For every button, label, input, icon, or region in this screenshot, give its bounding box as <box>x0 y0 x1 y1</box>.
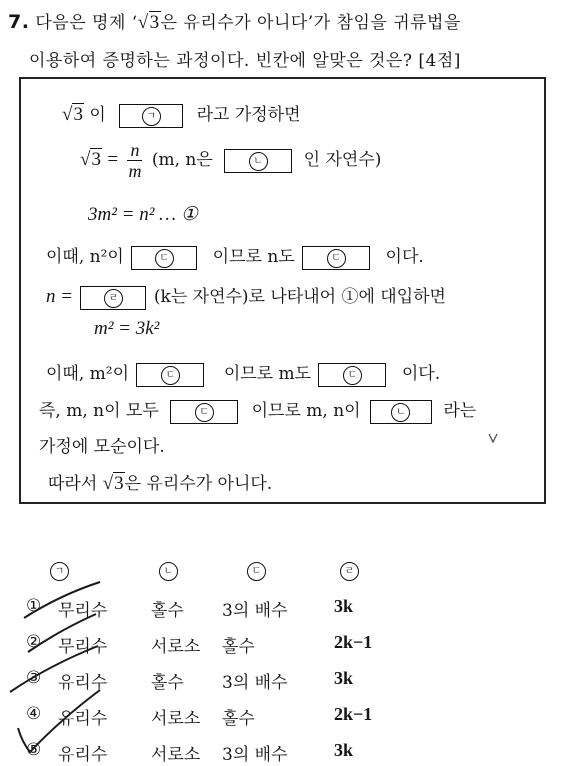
option-d: 3k <box>334 668 354 688</box>
proof-line-4: 이때, n²이 ㄷ 이므로 n도 ㄷ 이다. <box>46 242 424 270</box>
proof-line-6: m² = 3k² <box>94 318 160 339</box>
option-b: 서로소 <box>151 637 201 657</box>
fraction: $\frac{n}{m}$ <box>128 140 142 181</box>
option-row[interactable] <box>0 740 583 766</box>
proof-line-10: 따라서 √3은 유리수가 아니다. <box>48 473 273 494</box>
question-line-2: 이용하여 증명하는 과정이다. 빈칸에 알맞은 것은? [4점] <box>29 51 461 71</box>
option-num: ③ <box>26 668 42 688</box>
option-d: 2k−1 <box>334 704 373 724</box>
option-c: 3의 배수 <box>222 673 288 693</box>
header-label-b: ㄴ <box>159 562 178 581</box>
blank-box-a[interactable] <box>119 104 183 128</box>
option-d: 3k <box>334 740 354 760</box>
proof-line-7: 이때, m²이 ㄷ 이므로 m도 ㄷ 이다. <box>46 359 440 387</box>
option-c: 3의 배수 <box>222 745 288 765</box>
question-text-post: 은 유리수가 아니다’가 참임을 귀류법을 <box>160 13 461 33</box>
option-a: 유리수 <box>58 709 108 729</box>
option-a: 무리수 <box>58 637 108 657</box>
option-num: ① <box>26 596 42 616</box>
proof-line-9: 가정에 모순이다. <box>39 437 165 457</box>
blank-box-c-4[interactable]: ㄷ <box>318 363 386 387</box>
blank-label: ㄱ <box>142 107 161 126</box>
option-d: 2k−1 <box>334 632 373 652</box>
blank-box-c[interactable]: ㄷ <box>131 246 197 270</box>
proof-line-5: n = ㄹ (k는 자연수)로 나타내어 ①에 대입하면 <box>46 282 446 310</box>
option-row[interactable] <box>0 596 583 622</box>
proof-line-1: √3 이 ㄱ 라고 가정하면 <box>62 100 301 128</box>
blank-box-c-3[interactable]: ㄷ <box>136 363 204 387</box>
blank-box-c-5[interactable]: ㄷ <box>170 400 238 424</box>
option-a: 무리수 <box>58 601 108 621</box>
option-num: ④ <box>26 704 42 724</box>
options-header <box>0 562 583 586</box>
option-row[interactable] <box>0 632 583 658</box>
option-d: 3k <box>334 596 354 616</box>
header-label-a: ㄱ <box>50 562 69 581</box>
option-a: 유리수 <box>58 745 108 765</box>
header-label-c: ㄷ <box>247 562 266 581</box>
option-c: 3의 배수 <box>222 601 288 621</box>
option-b: 홀수 <box>151 673 184 693</box>
sqrt-radicand: 3 <box>149 12 160 33</box>
blank-box-b[interactable]: ㄴ <box>224 149 292 173</box>
sqrt-expression: √3 <box>62 104 83 125</box>
sqrt-expression: √3 <box>137 12 160 33</box>
proof-line-2: √3 = $\frac{n}{m}$ (m, n은 ㄴ 인 자연수) <box>80 140 382 181</box>
option-num: ② <box>26 632 42 652</box>
proof-line-8: 즉, m, n이 모두 ㄷ 이므로 m, n이 ㄴ 라는 <box>39 396 476 424</box>
question-text-pre: 다음은 명제 ‘ <box>35 13 138 33</box>
question-line-1 <box>8 8 461 34</box>
blank-box-c-2[interactable]: ㄷ <box>302 246 370 270</box>
option-c: 홀수 <box>222 637 255 657</box>
option-row[interactable] <box>0 668 583 694</box>
option-num: ⑤ <box>26 740 42 760</box>
option-b: 홀수 <box>151 601 184 621</box>
option-a: 유리수 <box>58 673 108 693</box>
option-b: 서로소 <box>151 745 201 765</box>
option-c: 홀수 <box>222 709 255 729</box>
blank-box-b-2[interactable]: ㄴ <box>370 400 432 424</box>
option-b: 서로소 <box>151 709 201 729</box>
option-row[interactable] <box>0 704 583 730</box>
header-label-d: ㄹ <box>340 562 359 581</box>
blank-box-d[interactable]: ㄹ <box>80 286 146 310</box>
question-number: 7. <box>8 11 30 33</box>
proof-line-3: 3m² = n² … ① <box>88 204 198 225</box>
